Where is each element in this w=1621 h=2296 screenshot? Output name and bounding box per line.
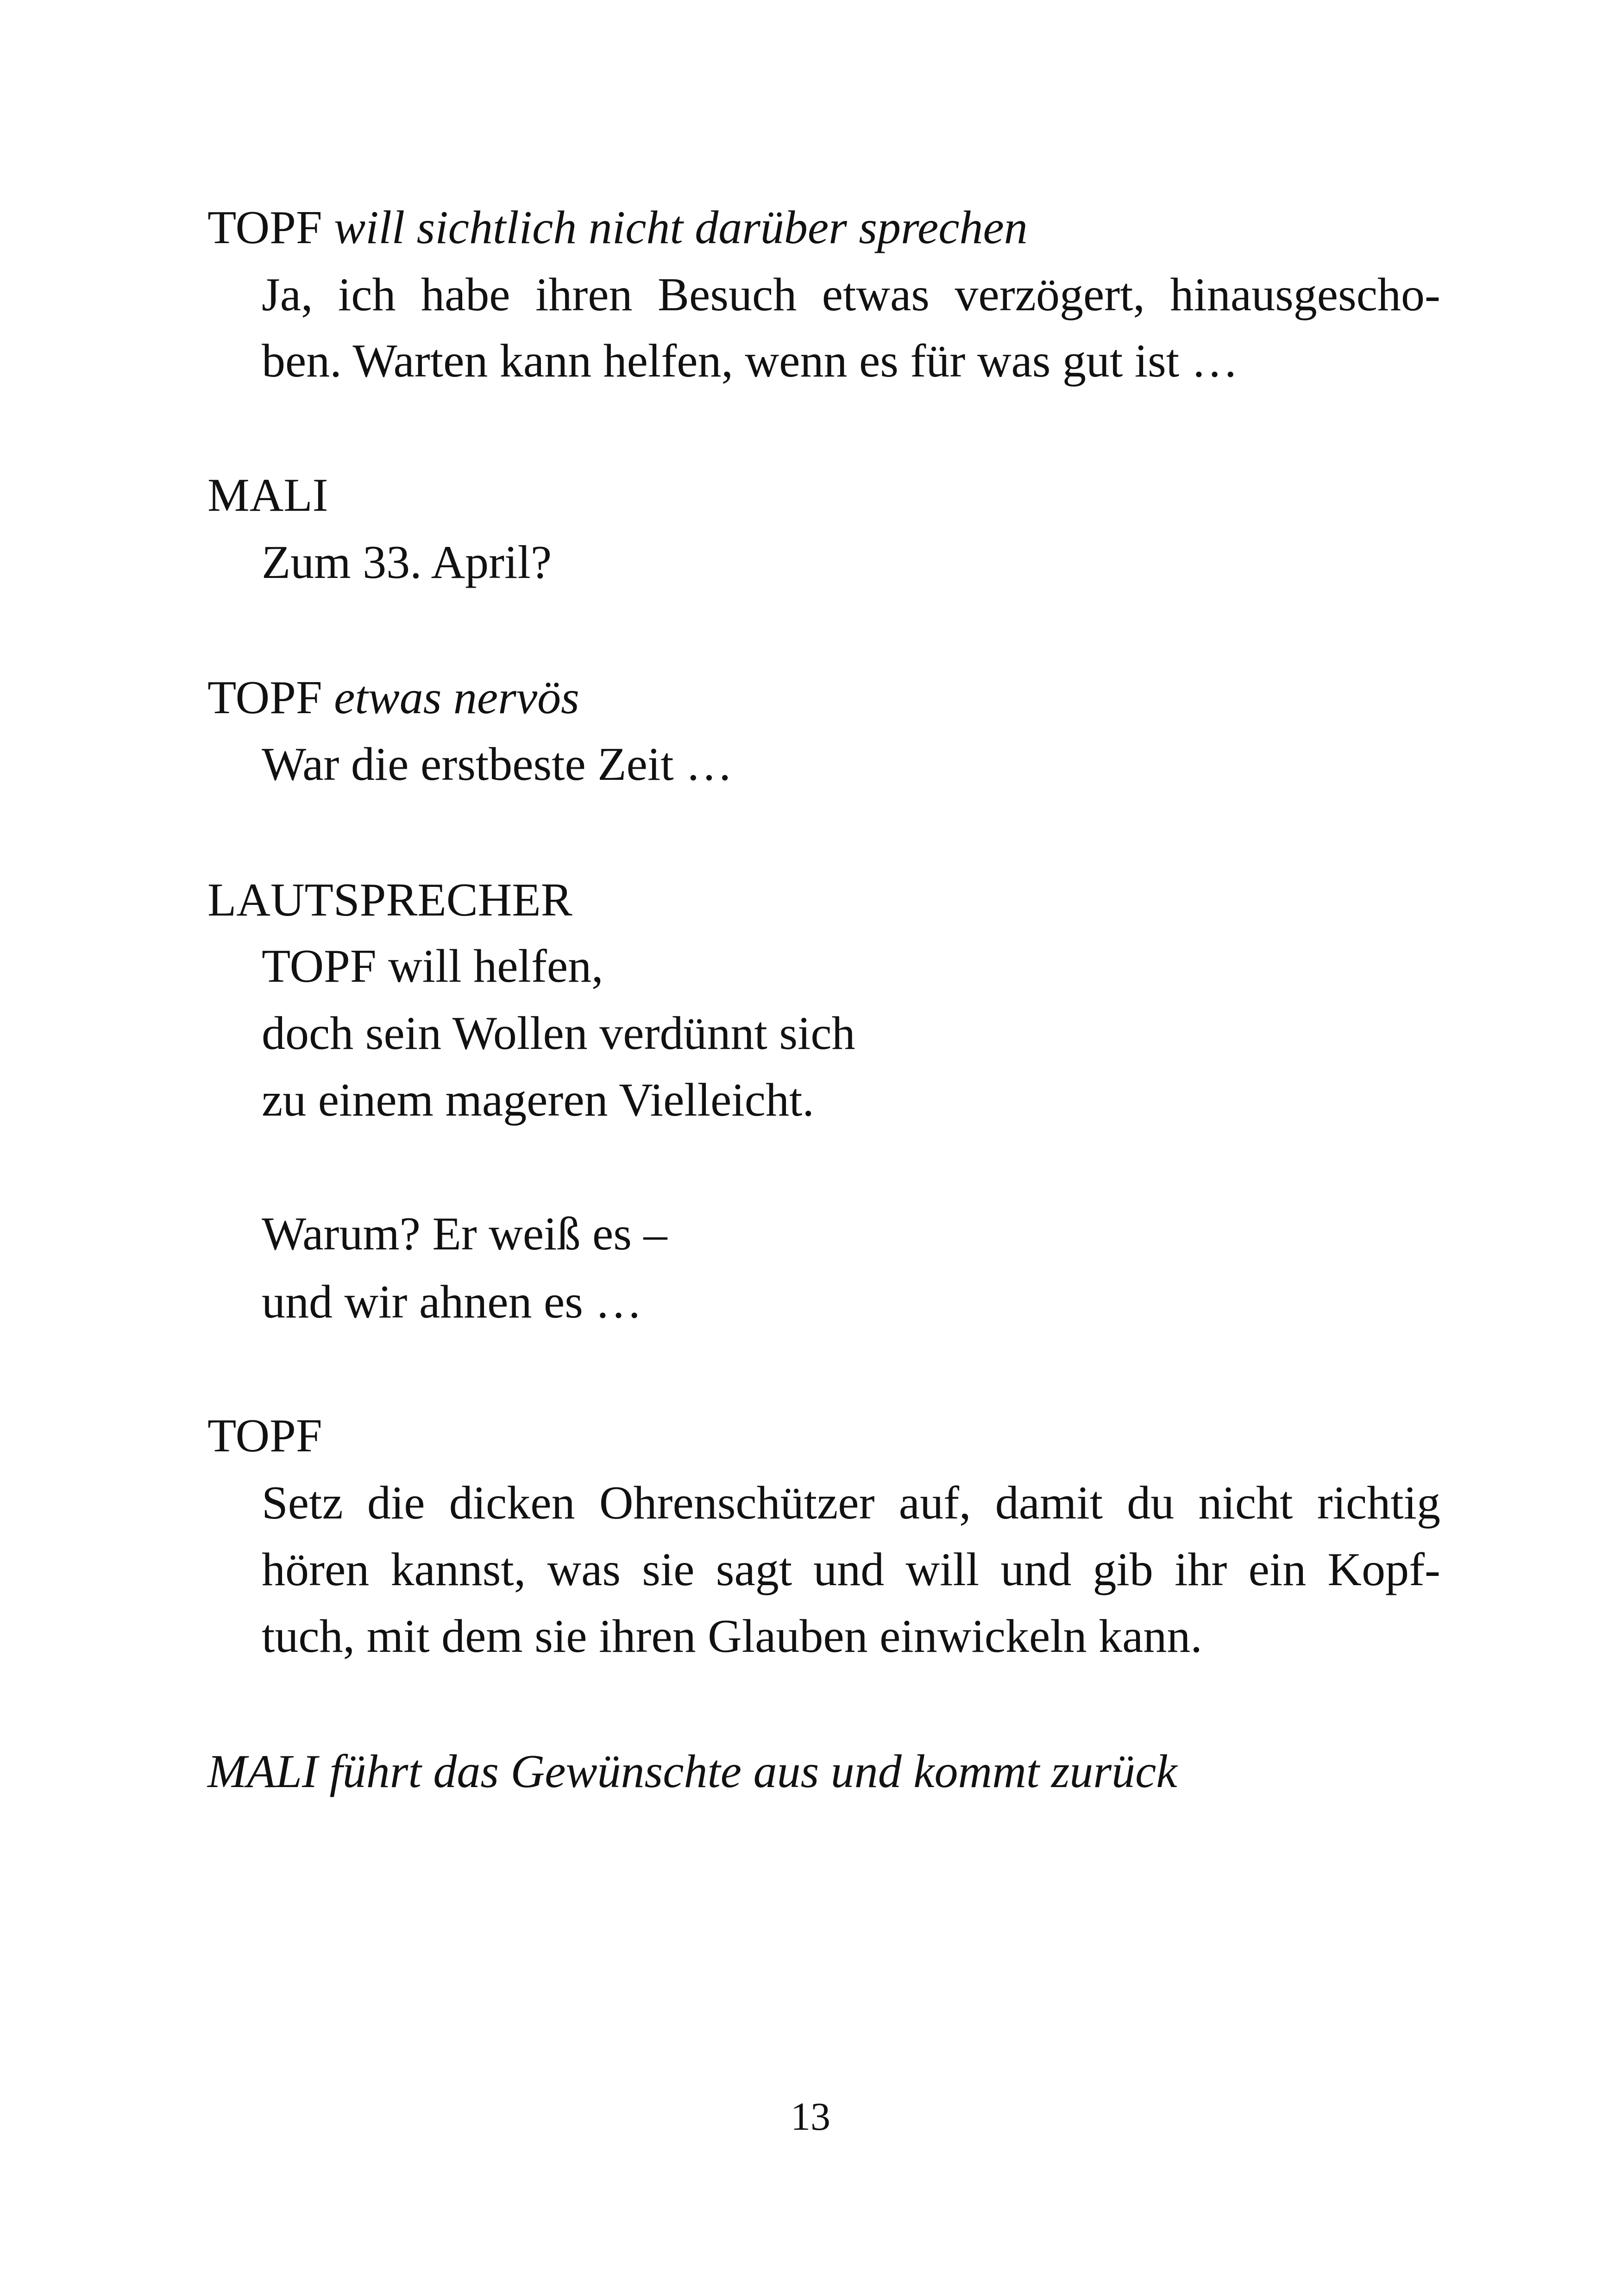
dialogue-line: ben. Warten kann helfen, wenn es für was gut ist … xyxy=(262,335,1238,387)
stage-direction-inline: will sichtlich nicht darüber sprechen xyxy=(334,201,1028,254)
page-number: 13 xyxy=(791,2094,830,2139)
speaker-name: LAUTSPRECHER xyxy=(207,874,572,926)
dialogue-line: Zum 33. April? xyxy=(262,536,552,589)
speaker-name: TOPF xyxy=(207,1410,322,1462)
dialogue-line: Ja, ich habe ihren Besuch etwas verzögert, hinausgescho- xyxy=(262,269,1440,321)
stage-direction: MALI führt das Gewünschte aus und kommt zurück xyxy=(207,1745,1177,1798)
verse-line: doch sein Wollen verdünnt sich xyxy=(262,1007,855,1060)
dialogue-line: hören kannst, was sie sagt und will und gib ihr ein Kopf- xyxy=(262,1543,1440,1596)
speaker-name: MALI xyxy=(207,469,328,521)
verse-line: und wir ahnen es … xyxy=(262,1276,642,1328)
speaker-line xyxy=(207,200,1028,256)
verse-line: TOPF will helfen, xyxy=(262,940,603,992)
dialogue-line: tuch, mit dem sie ihren Glauben einwickeln kann. xyxy=(262,1610,1202,1662)
verse-line: Warum? Er weiß es – xyxy=(262,1208,667,1260)
speaker-line xyxy=(207,670,579,726)
verse-line: zu einem mageren Vielleicht. xyxy=(262,1074,814,1126)
stage-direction-inline: etwas nervös xyxy=(334,671,579,724)
speaker-name: TOPF xyxy=(207,671,322,724)
dialogue-line: Setz die dicken Ohrenschützer auf, damit du nicht richtig xyxy=(262,1477,1440,1529)
dialogue-line: War die erstbeste Zeit … xyxy=(262,738,733,790)
speaker-name: TOPF xyxy=(207,201,322,254)
